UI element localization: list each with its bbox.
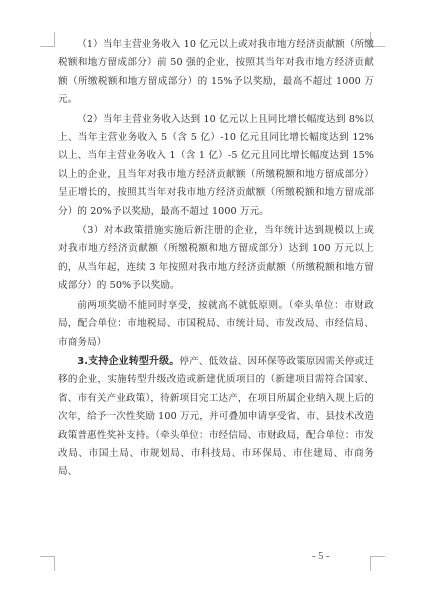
crop-mark-bottom-right [370, 556, 385, 571]
crop-mark-top-left [40, 32, 55, 47]
crop-mark-bottom-left [40, 556, 55, 571]
paragraph-3: （3）对本政策措施实施后新注册的企业，当年统计达到规模以上或对我市地方经济贡献额（所缴税额和地方留成部分）达到 100 万元以上的，从当年起，连续 3 年按照对我市地方经济贡献额（所缴税额和地方留成部分）的 50%予以奖励。 [58, 225, 374, 292]
page-number: - 5 - [312, 551, 330, 562]
section-heading: 3.支持企业转型升级。 [77, 355, 180, 367]
paragraph-5-text: 停产、低效益、因环保等政策原因需关停或迁移的企业，实施转型升级改造或新建优质项目的（新建项目需符合国家、省、市有关产业政策），待新项目完工达产，在项目所属企业纳入规上后的次年，给予一次性奖励 100 万元，并可叠加申请享受省、市、县技术改造政策普惠性奖补支持。（牵头单位：市经信局、市财政局，配合单位：市发改局、市国土局、市规划局、市科技局、市环保局、市住建局、市商务局、 [58, 355, 375, 478]
paragraph-4: 前两项奖励不能同时享受，按就高不就低原则。（牵头单位：市财政局，配合单位：市地税局、市国税局、市统计局、市发改局、市经信局、市商务局） [58, 299, 374, 348]
document-body [58, 36, 374, 482]
paragraph-2: （2）当年主营业务收入达到 10 亿元以上且同比增长幅度达到 8%以上、当年主营业务收入 5（含 5 亿）-10 亿元且同比增长幅度达到 12%以上、当年主营业务收入 1（含 1 亿）-5 亿元且同比增长幅度达到 15%以上的企业，且当年对我市地方经济贡献额（所缴税额和地方留成部分）呈正增长的，按照其当年对我市地方经济贡献额（所缴税额和地方留成部分）的 20%予以奖励，最高不超过 1000 万元。 [58, 113, 374, 217]
paragraph-5 [58, 353, 374, 482]
paragraph-1: （1）当年主营业务收入 10 亿元以上或对我市地方经济贡献额（所缴税额和地方留成部分）前 50 强的企业，按照其当年对我市地方经济贡献额（所缴税额和地方留成部分）的 15%予以奖励，最高不超过 1000 万元。 [58, 39, 374, 106]
